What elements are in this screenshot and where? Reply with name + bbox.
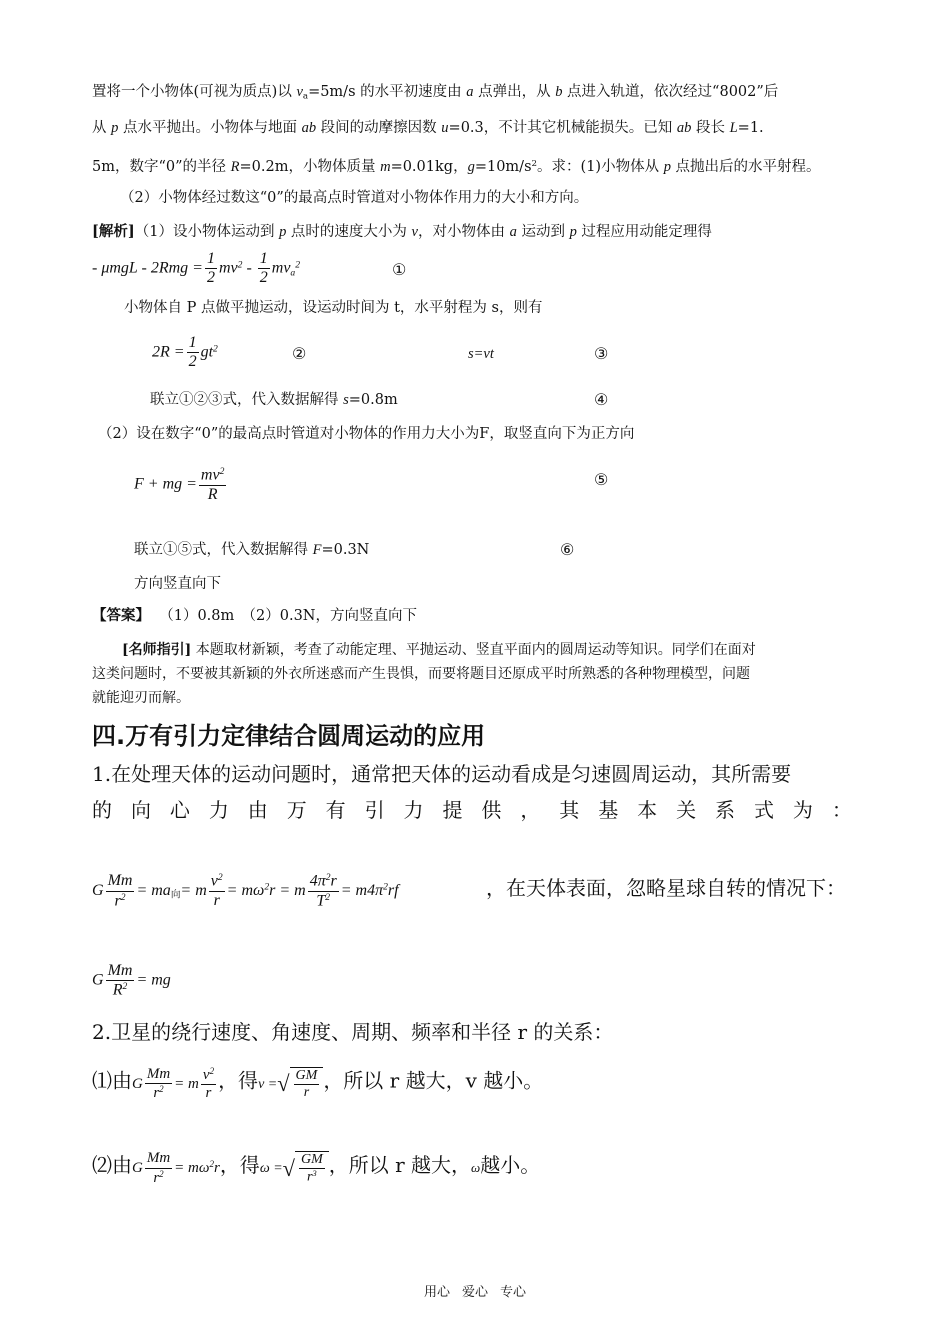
justified-char: ：: [831, 798, 852, 822]
justified-char: 系: [715, 798, 735, 822]
justified-char: 的: [92, 798, 112, 822]
intro-line-1: 置将一个小物体(可视为质点)以 $v_a=5m/s$ 的水平初速度由 a 点弹出，从 b 点进入轨道，依次经过“8002”后: [92, 84, 779, 102]
analysis-line-1: [解析]（1）设小物体运动到 p 点时的速度大小为 v，对小物体由 a 运动到 p 过程应用动能定理得: [92, 223, 712, 240]
analysis-line-3: 联立①②③式，代入数据解得 s=0.8m: [150, 392, 398, 408]
justified-char: 供: [481, 798, 502, 822]
justified-char: 提: [442, 798, 463, 822]
justified-char: 基: [598, 798, 619, 822]
justified-char: 式: [753, 798, 774, 822]
equation-number-4: ④: [594, 390, 609, 409]
equation-2: 2R = $\frac{1}{2}$ $gt^2$: [152, 334, 218, 371]
justified-char: 为: [792, 798, 813, 822]
page-footer: [0, 1281, 950, 1300]
equation-number-5: ⑤: [594, 470, 609, 489]
analysis-tag: [解析]: [92, 223, 135, 240]
justified-char: ，: [520, 798, 541, 822]
equation-gravity-relations: G $\frac{Mm}{r^2}$ = $ma_向= m$ $\frac{v^2}{r}$ = $m\omega^2r = m$ $\frac{4\pi^2r}{T^2}$ = $m4\pi^2rf$: [92, 872, 399, 909]
footer-word-3: 专心: [500, 1285, 527, 1300]
section-title: 四.万有引力定律结合圆周运动的应用: [92, 722, 486, 750]
equation-gravity-after: ，在天体表面，忽略星球自转的情况下：: [486, 876, 846, 900]
section4-item-2: ⑵由G $\frac{Mm}{r^2}$ = $m\omega^2r$，得ω = √ $\frac{GM}{r^3}$ ，所以 r 越大，ω越小。: [92, 1150, 541, 1186]
section4-item-1: ⑴由G $\frac{Mm}{r^2}$ = m $\frac{v^2}{r}$ ，得v = √ $\frac{GM}{r}$ ，所以 r 越大，v 越小。: [92, 1066, 544, 1102]
footer-word-2: 爱心: [461, 1285, 488, 1300]
guide-line-2: 这类问题时，不要被其新颖的外衣所迷惑而产生畏惧，而要将题目还原成平时所熟悉的各种物理模型，问题: [92, 666, 750, 682]
analysis-line-4: （2）设在数字“0”的最高点时管道对小物体的作用力大小为F，取竖直向下为正方向: [98, 426, 635, 442]
footer-word-1: 用心: [423, 1285, 450, 1300]
intro-line-2: 从 p 点水平抛出。小物体与地面 ab 段间的动摩擦因数 u=0.3，不计其它机械能损失。已知 ab 段长 L=1.: [92, 120, 764, 136]
intro-line-4: （2）小物体经过数这“0”的最高点时管道对小物体作用力的大小和方向。: [120, 190, 589, 206]
justified-char: 万: [286, 798, 307, 822]
analysis-line-5: 联立①⑤式，代入数据解得 F=0.3N: [134, 542, 370, 558]
answer-tag: 【答案】: [92, 607, 150, 624]
justified-char: 由: [247, 798, 268, 822]
justified-char: 力: [208, 798, 229, 822]
equation-4: F + mg = $\frac{mv^2}{R}$: [134, 466, 225, 503]
section4-paragraph-1a: 1.在处理天体的运动问题时，通常把天体的运动看成是匀速圆周运动，其所需要: [92, 762, 792, 786]
justified-char: 力: [403, 798, 424, 822]
analysis-line-6: 方向竖直向下: [134, 576, 221, 592]
justified-char: 其: [559, 798, 580, 822]
equation-3: s=vt: [468, 346, 494, 362]
equation-1: - μmgL - 2Rmg = $\frac{1}{2}$ $mv^2$ - $\frac{1}{2}$ $mv_a^2$: [92, 250, 301, 287]
justified-char: 本: [637, 798, 658, 822]
justified-char: 关: [676, 798, 697, 822]
intro-line-3: 5m，数字“0”的半径 R=0.2m，小物体质量 m=0.01kg，$g=10m/s^2$。求：(1)小物体从 p 点抛出后的水平射程。: [92, 158, 821, 175]
equation-number-3: ③: [594, 344, 609, 363]
justified-char: 有: [325, 798, 346, 822]
answer-line: 【答案】 （1）0.8m （2）0.3N，方向竖直向下: [92, 607, 417, 624]
justified-char: 心: [169, 798, 190, 822]
equation-number-1: ①: [392, 260, 407, 279]
guide-line-1: [名师指引] 本题取材新颖，考查了动能定理、平抛运动、竖直平面内的圆周运动等知识。同学们在面对: [122, 642, 756, 658]
section4-paragraph-1b: [92, 796, 852, 824]
equation-number-2: ②: [292, 344, 307, 363]
equation-number-6: ⑥: [560, 540, 575, 559]
equation-surface-gravity: G $\frac{Mm}{R^2}$ = mg: [92, 962, 171, 999]
guide-line-3: 就能迎刃而解。: [92, 690, 190, 706]
justified-char: 引: [364, 798, 385, 822]
justified-char: 向: [130, 798, 151, 822]
analysis-line-2: 小物体自 P 点做平抛运动，设运动时间为 t，水平射程为 s，则有: [124, 300, 543, 316]
section4-paragraph-2: 2.卫星的绕行速度、角速度、周期、频率和半径 r 的关系：: [92, 1020, 614, 1044]
